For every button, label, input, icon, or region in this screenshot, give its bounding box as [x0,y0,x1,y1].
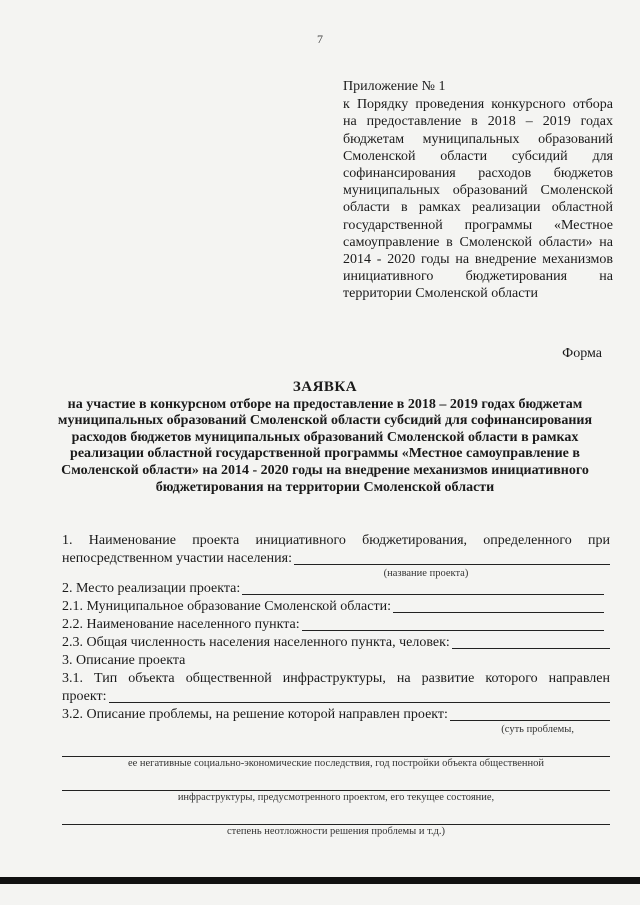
problem-description-line-2[interactable] [62,770,610,791]
settlement-name-field[interactable] [302,617,604,631]
project-name-caption: (название проекта) [383,568,469,579]
problem-description-line-1[interactable] [62,736,610,757]
problem-caption-1: (суть проблемы, [501,724,574,735]
heading-title: ЗАЯВКА [292,379,358,395]
problem-description-line-3[interactable] [62,804,610,825]
field-2-1-label: 2.1. Муниципальное образование Смоленской области: [62,599,391,614]
field-1-label-cont: непосредственном участии населения: [62,551,292,566]
municipality-field[interactable] [393,599,604,613]
scan-edge-bar [0,877,640,884]
problem-caption-2: ее негативные социально-экономические последствия, год постройки объекта общественной [127,758,545,769]
project-location-field[interactable] [242,581,604,595]
application-fields [62,532,610,838]
field-2-label: 2. Место реализации проекта: [62,581,241,596]
population-field[interactable] [452,635,610,649]
appendix-text: к Порядку проведения конкурсного отбора на предоставление в 2018 – 2019 годах бюджетам муниципальных образований Смоленской области субсидий для софинансирования расходов бюджетов муниципальных образований Смоленской области в рамках реализации областной государственной программы «Местное самоуправление в Смоленской области» на 2014 - 2020 годы на внедрение механизмов инициативного бюджетирования на территории Смоленской области [343,97,613,302]
appendix-title: Приложение № 1 [343,79,446,94]
field-3-label: 3. Описание проекта [62,653,186,668]
problem-description-field[interactable] [450,707,610,721]
page-number: 7 [317,32,323,46]
field-2-2-label: 2.2. Наименование населенного пункта: [62,617,300,632]
problem-caption-4: степень неотложности решения проблемы и т.д.) [227,826,445,837]
field-3-1-label: 3.1. Тип объекта общественной инфраструктуры, на развитие которого направлен [62,671,610,686]
field-2-3-label: 2.3. Общая численность населения населенного пункта, человек: [62,635,450,650]
project-name-field[interactable] [294,551,610,565]
field-1-label: 1. Наименование проекта инициативного бюджетирования, определенного при [62,533,610,548]
infrastructure-type-field[interactable] [109,689,610,703]
problem-caption-3: инфраструктуры, предусмотренного проектом, его текущее состояние, [177,792,495,803]
form-label: Форма [562,346,602,361]
heading-subtitle: на участие в конкурсном отборе на предоставление в 2018 – 2019 годах бюджетам муниципальных образований Смоленской области субсидий для софинансирования расходов бюджетов муниципальных образований Смоленской области в рамках реализации областной государственной программы «Местное самоуправление в Смоленской области» на 2014 - 2020 годы на внедрение механизмов инициативного бюджетирования на территории Смоленской области [57,396,593,495]
field-3-1-label-cont: проект: [62,689,107,704]
application-heading [40,379,610,496]
appendix-note [343,78,613,303]
field-3-2-label: 3.2. Описание проблемы, на решение которой направлен проект: [62,707,448,722]
